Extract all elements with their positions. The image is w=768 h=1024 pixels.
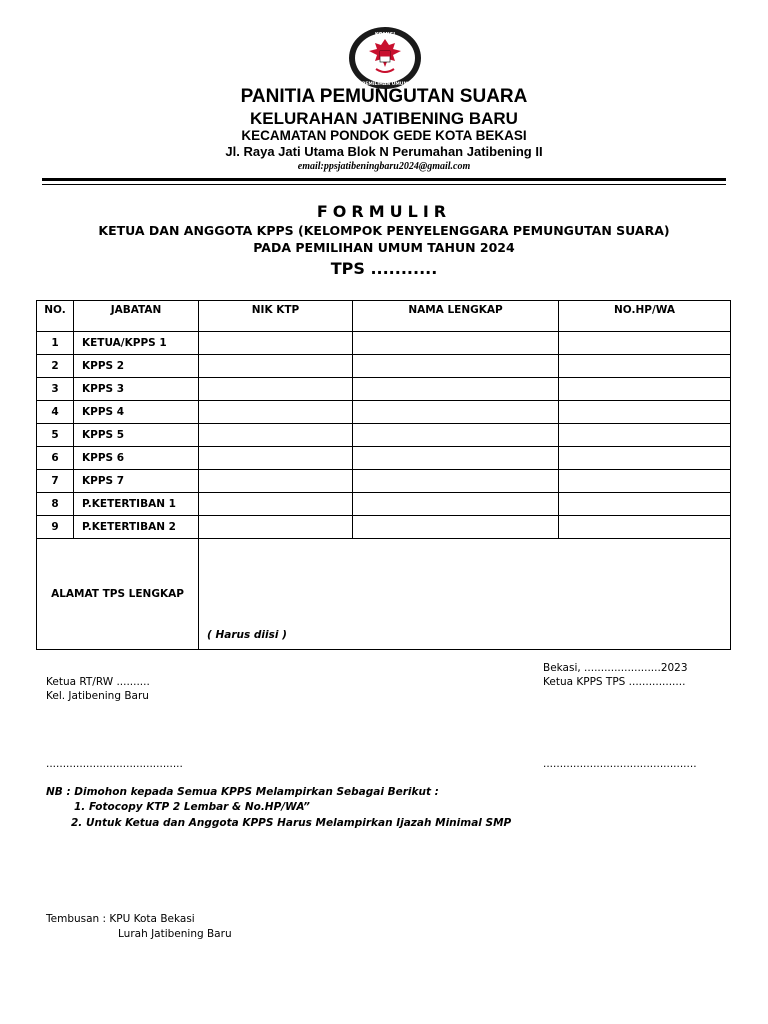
row-number: 6 — [37, 447, 74, 470]
kpps-signature-line: .............................................. — [543, 758, 697, 770]
row-number: 9 — [37, 516, 74, 539]
table-row — [37, 378, 731, 401]
row-number: 5 — [37, 424, 74, 447]
form-subtitle: KETUA DAN ANGGOTA KPPS (KELOMPOK PENYELENGGARA PEMUNGUTAN SUARA) — [98, 223, 670, 238]
row-position: KPPS 5 — [74, 424, 199, 447]
name-cell[interactable] — [353, 516, 559, 539]
row-number: 8 — [37, 493, 74, 516]
row-number: 4 — [37, 401, 74, 424]
table-row — [37, 355, 731, 378]
col-header-jabatan: JABATAN — [74, 301, 199, 332]
form-title: FORMULIR — [316, 202, 452, 221]
nik-cell[interactable] — [199, 424, 353, 447]
name-cell[interactable] — [353, 378, 559, 401]
row-position: KPPS 4 — [74, 401, 199, 424]
notes-item-2: 2. Untuk Ketua dan Anggota KPPS Harus Melampirkan Ijazah Minimal SMP — [71, 817, 512, 829]
nik-cell[interactable] — [199, 493, 353, 516]
phone-cell[interactable] — [559, 447, 731, 470]
name-cell[interactable] — [353, 355, 559, 378]
address-label: ALAMAT TPS LENGKAP — [37, 539, 199, 650]
nik-cell[interactable] — [199, 332, 353, 355]
header-divider-thick — [42, 178, 726, 181]
phone-cell[interactable] — [559, 516, 731, 539]
svg-text:PEMILIHAN UMUM: PEMILIHAN UMUM — [362, 82, 408, 87]
phone-cell[interactable] — [559, 424, 731, 447]
row-position: KPPS 6 — [74, 447, 199, 470]
notes-item-1: 1. Fotocopy KTP 2 Lembar & No.HP/WA” — [74, 801, 310, 813]
table-row — [37, 424, 731, 447]
nik-cell[interactable] — [199, 447, 353, 470]
rt-rw-signature-line: ......................................... — [46, 758, 183, 770]
header-email: email:ppsjatibeningbaru2024@gmail.com — [297, 161, 471, 172]
row-position: KPPS 7 — [74, 470, 199, 493]
name-cell[interactable] — [353, 401, 559, 424]
address-field[interactable] — [199, 539, 731, 650]
table-row — [37, 493, 731, 516]
col-header-nik: NIK KTP — [199, 301, 353, 332]
name-cell[interactable] — [353, 447, 559, 470]
phone-cell[interactable] — [559, 332, 731, 355]
row-number: 1 — [37, 332, 74, 355]
nik-cell[interactable] — [199, 378, 353, 401]
kpu-logo — [347, 25, 423, 91]
address-row — [37, 539, 731, 650]
header-divider-thin — [42, 184, 726, 185]
phone-cell[interactable] — [559, 470, 731, 493]
row-number: 7 — [37, 470, 74, 493]
svg-text:KOMISI: KOMISI — [374, 32, 396, 38]
name-cell[interactable] — [353, 493, 559, 516]
name-cell[interactable] — [353, 332, 559, 355]
header-address: Jl. Raya Jati Utama Blok N Perumahan Jatibening II — [225, 144, 543, 159]
row-position: KPPS 2 — [74, 355, 199, 378]
row-number: 2 — [37, 355, 74, 378]
rt-rw-title: Ketua RT/RW .......... — [46, 676, 150, 688]
header-subtitle: KELURAHAN JATIBENING BARU — [250, 109, 518, 128]
phone-cell[interactable] — [559, 355, 731, 378]
table-row — [37, 516, 731, 539]
header-district: KECAMATAN PONDOK GEDE KOTA BEKASI — [241, 128, 527, 143]
nik-cell[interactable] — [199, 516, 353, 539]
nik-cell[interactable] — [199, 355, 353, 378]
col-header-hp: NO.HP/WA — [559, 301, 731, 332]
name-cell[interactable] — [353, 470, 559, 493]
form-subtitle-year: PADA PEMILIHAN UMUM TAHUN 2024 — [253, 240, 515, 255]
phone-cell[interactable] — [559, 493, 731, 516]
name-cell[interactable] — [353, 424, 559, 447]
phone-cell[interactable] — [559, 401, 731, 424]
table-row — [37, 401, 731, 424]
col-header-no: NO. — [37, 301, 74, 332]
kpps-member-table — [36, 300, 731, 650]
row-position: P.KETERTIBAN 1 — [74, 493, 199, 516]
row-position: KETUA/KPPS 1 — [74, 332, 199, 355]
form-tps-number: TPS ........... — [330, 259, 438, 278]
tembusan-line-2: Lurah Jatibening Baru — [118, 928, 232, 940]
col-header-nama: NAMA LENGKAP — [353, 301, 559, 332]
nik-cell[interactable] — [199, 470, 353, 493]
nik-cell[interactable] — [199, 401, 353, 424]
address-note: ( Harus diisi ) — [207, 629, 287, 641]
row-position: P.KETERTIBAN 2 — [74, 516, 199, 539]
tembusan-line-1: Tembusan : KPU Kota Bekasi — [46, 913, 195, 925]
place-date: Bekasi, .......................2023 — [543, 662, 688, 674]
table-row — [37, 332, 731, 355]
table-header-row — [37, 301, 731, 332]
row-number: 3 — [37, 378, 74, 401]
header-title: PANITIA PEMUNGUTAN SUARA — [240, 86, 528, 107]
rt-rw-subtitle: Kel. Jatibening Baru — [46, 690, 149, 702]
phone-cell[interactable] — [559, 378, 731, 401]
table-row — [37, 447, 731, 470]
kpps-chair-title: Ketua KPPS TPS ................. — [543, 676, 686, 688]
notes-intro: NB : Dimohon kepada Semua KPPS Melampirkan Sebagai Berikut : — [46, 786, 439, 798]
table-row — [37, 470, 731, 493]
row-position: KPPS 3 — [74, 378, 199, 401]
